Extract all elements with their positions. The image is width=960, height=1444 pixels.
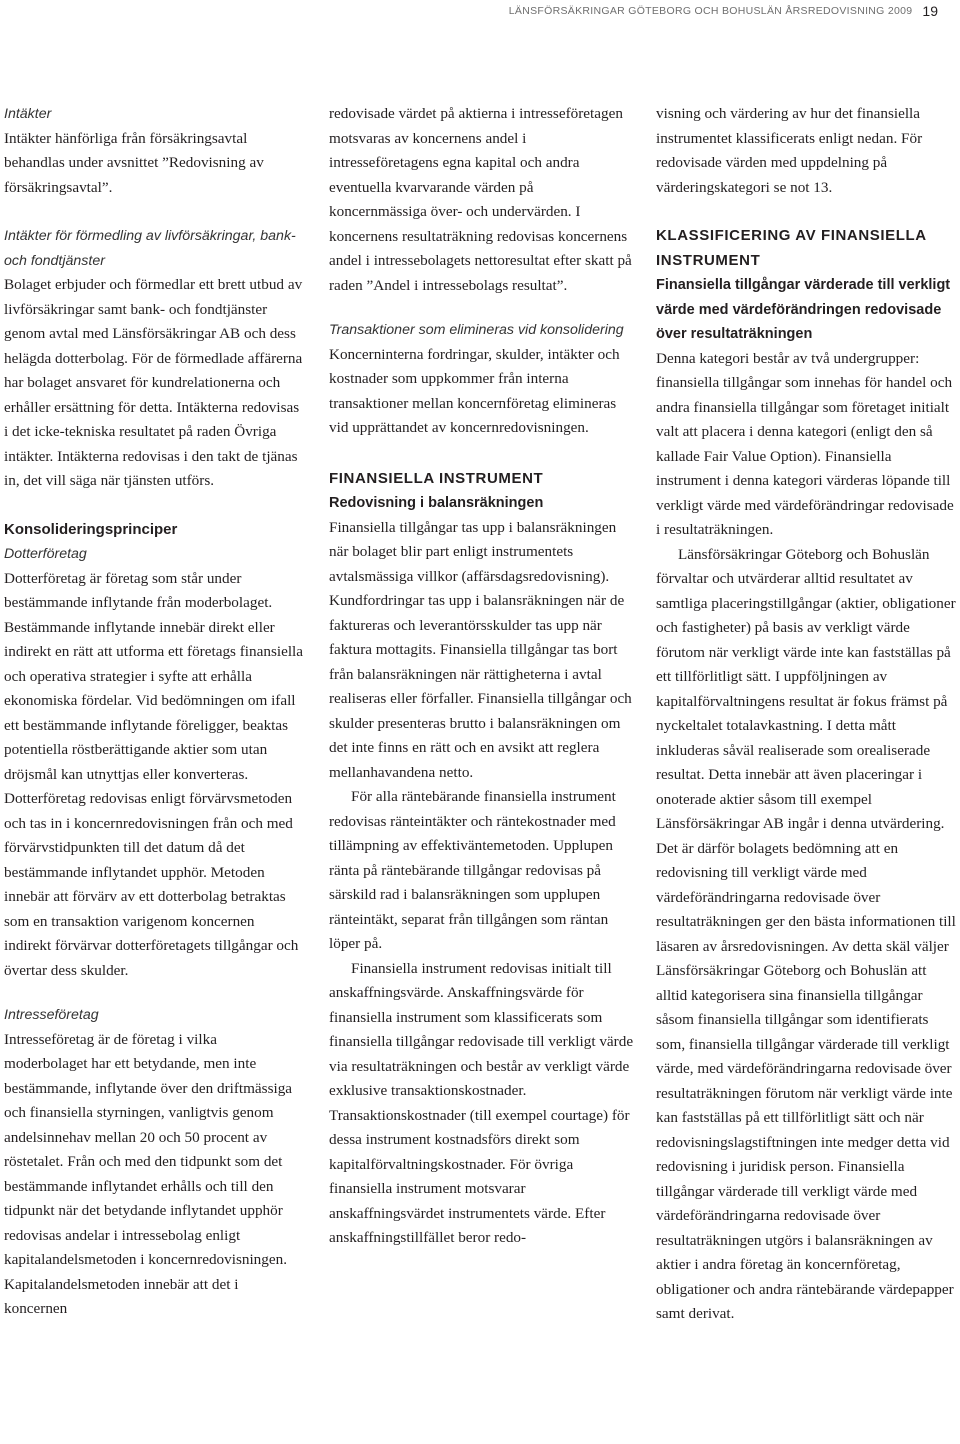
intakter-text: Intäkter hänförliga från försäkringsavtal behandlas under avsnittet ”Redovisning av försäkringsavtal”. (4, 129, 264, 196)
column-left (4, 102, 304, 1322)
running-header-title: LÄNSFÖRSÄKRINGAR GÖTEBORG OCH BOHUSLÄN ÅRSREDOVISNING 2009 (508, 5, 913, 17)
page-header (509, 0, 938, 22)
klassificering-para-2: Länsförsäkringar Göteborg och Bohuslän förvaltar och utvärderar alltid resultatet av samtliga placeringstillgångar (aktier, obligationer och fastigheter) på basis av verkligt värde förutom när verkligt värde inte kan fastställas på ett tillförlitligt sätt. I uppföljningen av kapitalförvaltningens resultat är fokus främst på nyckeltalet totalavkastning. I detta mått inkluderas såväl realiserade som orealiserade resultat. Detta innebär att även placeringar i onoterade aktier såsom till exempel Länsförsäkringar AB ingår i denna utvärdering. Det är därför bolagets bedömning att en redovisning till verkligt värde med värdeförändringarna redovisade över resultaträkningen ger den bästa informationen till läsaren av årsredovisningen. Av detta skäl väljer Länsförsäkringar Göteborg och Bohuslän att alltid kategorisera sina finansiella tillgångar såsom finansiella tillgångar som identifierats som, finansiella tillgångar värderade till verkligt värde, med värdeförändringarna redovisade över resultaträkningen förutom när verkligt värde inte kan fastställas på ett tillförlitligt sätt och när redovisningslagstiftningen inte medger detta vid redovisning i juridisk person. Finansiella tillgångar värderade till verkligt värde med värdeförändringarna redovisade över resultaträkningen utgörs i balansräkningen av aktier i andra företag än koncernföretag, obligationer och andra räntebärande värdepapper samt derivat. (656, 545, 956, 1322)
dotterforetag-subheading: Dotterföretag (4, 546, 87, 562)
klassificering-para-1: Denna kategori består av två undergrupper: finansiella tillgångar som innehas för handel och andra finansiella tillgångar som företaget initialt valt att placera i denna kategori (enligt den så kallade Fair Value Option). Finansiella instrument i denna kategori värderas löpande till verkligt värde med värdeförändringar redovisade i resultaträkningen. (656, 349, 954, 538)
column-middle (329, 102, 635, 1251)
transaktioner-heading: Transaktioner som elimineras vid konsolidering (329, 322, 624, 338)
column-right (656, 102, 956, 1327)
finansiella-instrument-heading: FINANSIELLA INSTRUMENT (329, 469, 544, 487)
page-number: 19 (922, 3, 938, 19)
intressebolag-continued-text: redovisade värdet på aktierna i intresseföretagen motsvaras av koncernens andel i intresseföretagens egna kapital och andra eventuella kvarvarande värden på koncernmässiga över- och undervärden. I koncernens resultaträkning redovisas koncernens andel i intressebolagets nettoresultat efter skatt på raden ”Andel i intressebolags resultat”. (329, 105, 632, 294)
klassificering-heading: KLASSIFICERING AV FINANSIELLA INSTRUMENT (656, 227, 927, 269)
redovisning-para-1: Finansiella tillgångar tas upp i balansräkningen när bolaget blir part enligt instrumentets avtalsmässiga villkor (affärsdagsredovisning). Kundfordringar tas upp i balansräkningen när de faktureras och leverantörsskulder tas upp när faktura mottagits. Finansiella tillgångar tas bort från balansräkningen när rättigheterna i avtal realiseras eller förfaller. Finansiella tillgångar och skulder presenteras brutto i balansräkningen om det inte finns en rätt och en avsikt att reglera mellanhavandena netto. (329, 518, 632, 781)
transaktioner-text: Koncerninterna fordringar, skulder, intäkter och kostnader som uppkommer från interna transaktioner mellan koncernföretag elimineras vid upprättandet av koncernredovisningen. (329, 345, 620, 436)
intresseforetag-text: Intresseföretag är de företag i vilka moderbolaget har ett betydande, men inte bestämmande, inflytande över den driftmässiga och finansiella styrningen, vanligtvis genom andelsinnehav mellan 20 och 50 procent av röstetalet. Från och med den tidpunkt som det bestämmande inflytandet erhålls och till den tidpunkt när det betydande inflytandet upphör redovisas andelar i intressebolag enligt kapitalandelsmetoden i koncernredovisningen. Kapitalandelsmetoden innebär att det i koncernen (4, 1030, 293, 1317)
redovisning-para-2: För alla räntebärande finansiella instrument redovisas ränteintäkter och räntekostnader med tillämpning av effektiväntemetoden. Upplupen ränta på räntebärande tillgångar redovisas på särskild rad i balansräkningen som upplupen ränteintäkt, separat från tillgången som räntan löper på. (329, 788, 616, 952)
dotterforetag-text: Dotterföretag är företag som står under bestämmande inflytande från moderbolaget. Bestämmande inflytande innebär direkt eller indirekt en rätt att utforma ett företags finansiella och operativa strategier i syfte att erhålla ekonomiska fördelar. Vid bedömningen om ifall ett bestämmande inflytande föreligger, beaktas potentiella röstberättigande aktier som utan dröjsmål kan utnyttjas eller konverteras. Dotterföretag redovisas enligt förvärvsmetoden och tas in i koncernredovisningen från och med förvärvstidpunkten till det datum då det bestämmande inflytandet upphör. Metoden innebär att förvärv av ett dotterbolag betraktas som en transaktion varigenom koncernen indirekt förvärvar dotterföretagets tillgångar och övertar dess skulder. (4, 569, 303, 979)
tillgangar-verkligt-varde-subheading: Finansiella tillgångar värderade till verkligt värde med värdeförändringen redovisade över resultaträkningen (656, 277, 951, 342)
redovisning-continued-text: visning och värdering av hur det finansiella instrumentet klassificerats enligt nedan. För redovisade värden med uppdelning på värderingskategori se not 13. (656, 105, 923, 196)
redovisning-subheading: Redovisning i balansräkningen (329, 495, 544, 511)
formedling-heading: Intäkter för förmedling av livförsäkringar, bank- och fondtjänster (4, 228, 296, 269)
redovisning-para-3: Finansiella instrument redovisas initialt till anskaffningsvärde. Anskaffningsvärde för finansiella instrument som klassificerats som finansiella tillgångar redovisade till verkligt värde via resultaträkningen och består av verkligt värde exklusive transaktionskostnader. Transaktionskostnader (till exempel courtage) för dessa instrument kostnadsförs direkt som kapitalförvaltningskostnader. För övriga finansiella instrument motsvarar anskaffningsvärdet instrumentets värde. Efter anskaffningstillfället beror redo- (329, 959, 634, 1246)
intakter-heading: Intäkter (4, 106, 52, 122)
konsolidering-heading: Konsolideringsprinciper (4, 520, 178, 538)
intresseforetag-subheading: Intresseföretag (4, 1007, 99, 1023)
formedling-text: Bolaget erbjuder och förmedlar ett brett utbud av livförsäkringar samt bank- och fondtjänster genom avtal med Länsförsäkringar AB och dess helägda dotterbolag. För de förmedlade affärerna har bolaget ansvaret för kundrelationerna och erhåller ersättning för detta. Intäkterna redovisas i det icke-tekniska resultatet på raden Övriga intäkter. Intäkterna redovisas i den takt de tjänas in, det vill säga när tjänsten utförs. (4, 276, 303, 489)
